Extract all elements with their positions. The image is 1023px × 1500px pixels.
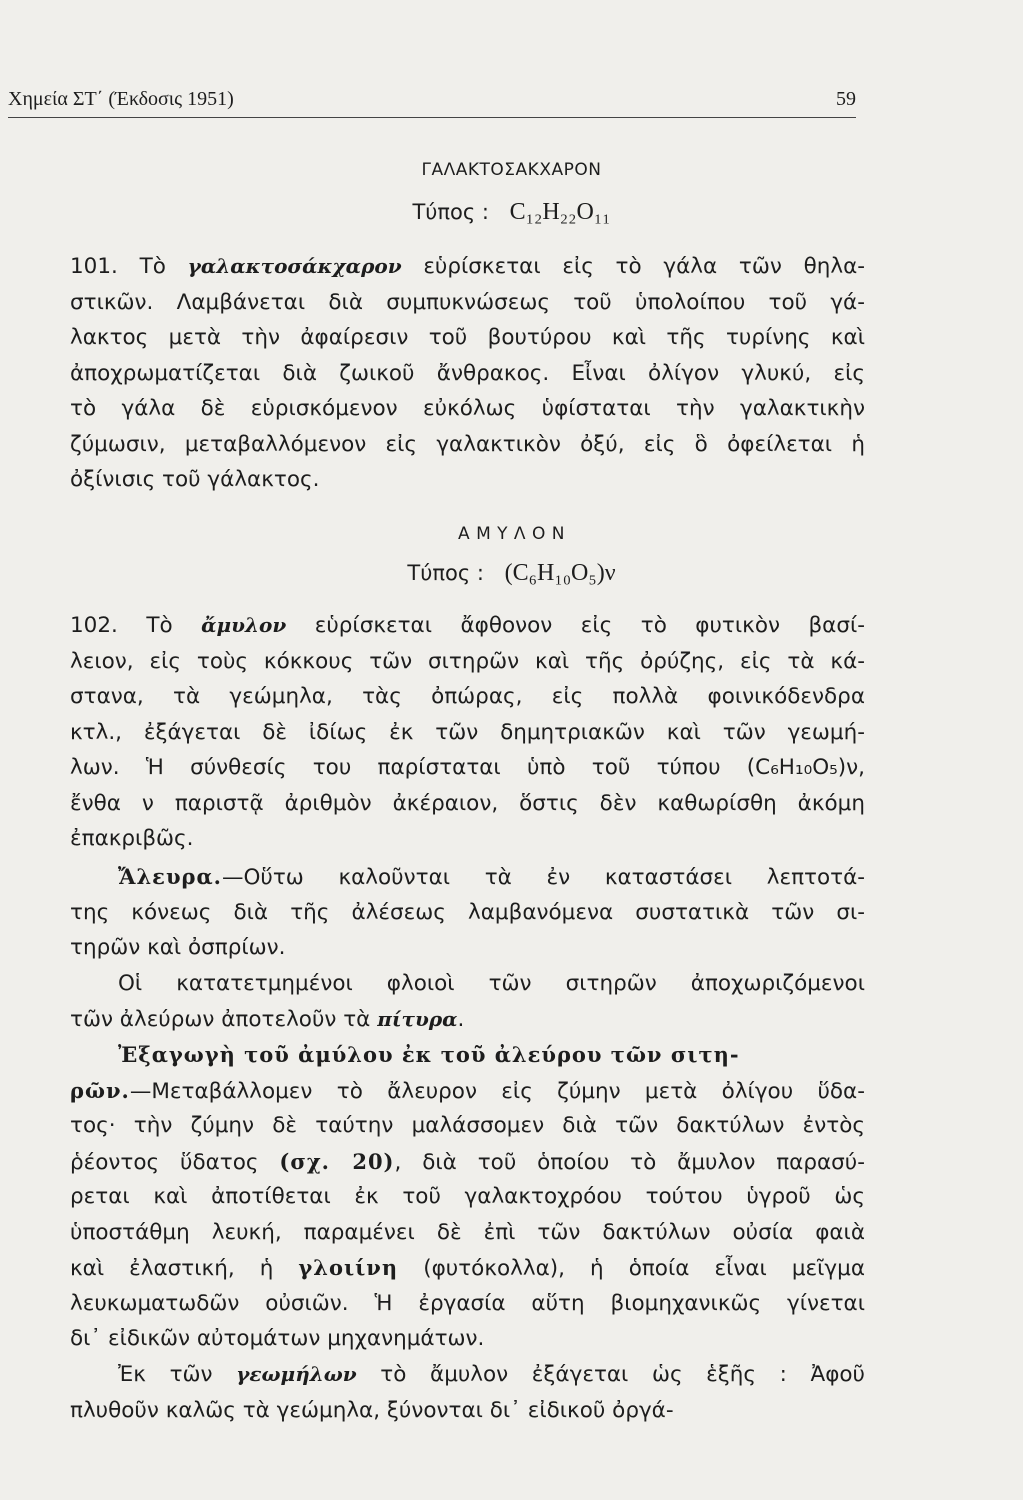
text-run: ὀξίνισις τοῦ γάλακτος.	[70, 467, 320, 492]
emphasized-term: γαλακτοσάκχαρον	[187, 254, 402, 278]
text-run: λευκωματωδῶν οὐσιῶν. Ἡ ἐργασία αὕτη βιομηχανικῶς γίνεται	[70, 1290, 865, 1316]
text-run: ἐπακριβῶς.	[70, 826, 194, 851]
text-run: ῥέοντος ὕδατος	[70, 1149, 280, 1175]
text-line	[70, 1321, 865, 1357]
text-line	[70, 1073, 865, 1109]
emphasized-term: πίτυρα	[377, 1006, 458, 1031]
emphasized-term: γλοιίνη	[298, 1255, 399, 1280]
chemical-formula: C₁₂H₂₂O₁₁	[509, 199, 611, 225]
text-line	[70, 320, 865, 356]
text-run: Οἱ κατατετμημένοι φλοιοὶ τῶν σιτηρῶν ἀποχωριζόμενοι	[118, 971, 865, 996]
text-line	[70, 644, 865, 680]
emphasized-term: ἄμυλον	[201, 613, 287, 637]
emphasized-term: Ἐξαγωγὴ τοῦ ἀμύλου ἐκ τοῦ ἀλεύρου τῶν σιτη-	[118, 1042, 740, 1067]
running-header	[8, 88, 856, 118]
text-line	[70, 1393, 865, 1429]
text-run: της κόνεως διὰ τῆς ἀλέσεως λαμβανόμενα συστατικὰ τῶν σι-	[70, 899, 865, 925]
text-line	[70, 1108, 865, 1144]
text-line	[70, 249, 865, 285]
text-line	[70, 895, 865, 931]
text-line	[70, 715, 865, 751]
text-line	[70, 1250, 865, 1286]
paragraph-geomila	[70, 1357, 865, 1428]
emphasized-term: ρῶν.	[70, 1077, 130, 1103]
text-run: πλυθοῦν καλῶς τὰ γεώμηλα, ξύνονται δι᾽ εἰδικοῦ ὀργά-	[70, 1397, 674, 1423]
text-run: λειον, εἰς τοὺς κόκκους τῶν σιτηρῶν καὶ τῆς ὀρύζης, εἰς τὰ κά-	[70, 648, 865, 674]
text-run: ζύμωσιν, μεταβαλλόμενον εἰς γαλακτικὸν ὀξύ, εἰς ὃ ὀφείλεται ἡ	[70, 431, 865, 457]
text-run: εὑρίσκεται ἄφθονον εἰς τὸ φυτικὸν βασί-	[286, 613, 866, 638]
formula-amylon	[0, 560, 1023, 587]
text-line	[70, 1002, 865, 1038]
text-run: εὑρίσκεται εἰς τὸ γάλα τῶν θηλα-	[401, 254, 866, 279]
text-run: λων. Ἡ σύνθεσίς του παρίσταται ὑπὸ τοῦ τύπου (C₆H₁₀O₅)ν,	[70, 755, 865, 780]
text-run: κτλ., ἐξάγεται δὲ ἰδίως ἐκ τῶν δημητριακῶν καὶ τῶν γεωμή-	[70, 719, 865, 745]
text-line	[70, 859, 865, 895]
text-run: τὸ ἄμυλον ἐξάγεται ὡς ἑξῆς : Ἀφοῦ	[356, 1362, 865, 1387]
formula-galaktosakcharon	[0, 199, 1023, 226]
text-run: 101. Τὸ	[70, 254, 188, 279]
text-run: καὶ ἐλαστική, ἡ	[70, 1256, 299, 1281]
text-run: τὸ γάλα δὲ εὑρισκόμενον εὐκόλως ὑφίσταται τὴν γαλακτικὴν	[70, 396, 865, 421]
text-line	[70, 821, 865, 857]
text-run: στανα, τὰ γεώμηλα, τὰς ὀπώρας, εἰς πολλὰ φοινικόδενδρα	[70, 684, 865, 709]
text-run: λακτος μετὰ τὴν ἀφαίρεσιν τοῦ βουτύρου καὶ τῆς τυρίνης καὶ	[70, 325, 865, 350]
text-run: , διὰ τοῦ ὁποίου τὸ ἄμυλον παρασύ-	[394, 1149, 865, 1175]
chemical-formula: (C₆H₁₀O₅)ν	[504, 560, 616, 586]
text-run: ἀποχρωματίζεται διὰ ζωικοῦ ἄνθρακος. Εἶναι ὀλίγον γλυκύ, εἰς	[70, 360, 865, 386]
text-line	[70, 679, 865, 715]
emphasized-term: (σχ. 20)	[279, 1148, 395, 1174]
running-title: Χημεία ΣΤ΄ (Έκδοσις 1951)	[8, 88, 234, 110]
section-heading-amylon: Α Μ Υ Λ Ο Ν	[458, 524, 565, 544]
paragraph-aleura	[70, 859, 865, 966]
text-run: στικῶν. Λαμβάνεται διὰ συμπυκνώσεως τοῦ ὑπολοίπου τοῦ γά-	[70, 289, 865, 315]
formula-label: Τύπος :	[407, 561, 484, 585]
emphasized-term: γεωμήλων	[236, 1362, 357, 1386]
paragraph-exagogi-amylou	[70, 1037, 865, 1357]
text-run: ὑποστάθμη λευκή, παραμένει δὲ ἐπὶ τῶν δακτύλων οὐσία φαιὰ	[70, 1219, 865, 1245]
paragraph-101	[70, 249, 865, 498]
text-line	[70, 427, 865, 463]
text-run: ρεται καὶ ἀποτίθεται ἐκ τοῦ γαλακτοχρόου τούτου ὑγροῦ ὡς	[70, 1184, 865, 1209]
text-run: δι᾽ εἰδικῶν αὐτομάτων μηχανημάτων.	[70, 1326, 485, 1351]
text-line	[70, 1286, 865, 1322]
section-heading-galaktosakcharon: ΓΑΛΑΚΤΟΣΑΚΧΑΡΟΝ	[421, 160, 602, 180]
text-line	[70, 1357, 865, 1393]
text-run: τῶν ἀλεύρων ἀποτελοῦν τὰ	[70, 1006, 378, 1032]
text-line	[70, 1179, 865, 1215]
text-line	[70, 1037, 865, 1073]
text-line	[70, 1144, 865, 1180]
paragraph-102	[70, 608, 865, 857]
text-run: .	[457, 1006, 465, 1032]
text-line	[70, 1215, 865, 1251]
text-run: Ἐκ τῶν	[118, 1362, 237, 1387]
text-line	[70, 285, 865, 321]
text-line	[70, 462, 865, 498]
text-run: 102. Τὸ	[70, 613, 202, 638]
text-line	[70, 786, 865, 822]
text-run: τος· τὴν ζύμην δὲ ταύτην μαλάσσομεν διὰ τῶν δακτύλων ἐντὸς	[70, 1113, 865, 1138]
paragraph-pitura	[70, 966, 865, 1037]
text-run: —Οὕτω καλοῦνται τὰ ἐν καταστάσει λεπτοτά-	[221, 865, 865, 890]
text-line	[70, 930, 865, 966]
text-line	[70, 966, 865, 1002]
text-run: τηρῶν καὶ ὀσπρίων.	[70, 935, 286, 960]
formula-label: Τύπος :	[412, 200, 489, 224]
text-line	[70, 356, 865, 392]
text-run: (φυτόκολλα), ἡ ὁποία εἶναι μεῖγμα	[398, 1256, 865, 1281]
page-number: 59	[836, 88, 856, 110]
text-line	[70, 750, 865, 786]
text-line	[70, 391, 865, 427]
emphasized-term: Ἄλευρα.	[118, 864, 222, 889]
text-line	[70, 608, 865, 644]
text-run: —Μεταβάλλομεν τὸ ἄλευρον εἰς ζύμην μετὰ ὀλίγου ὕδα-	[129, 1078, 865, 1104]
text-run: ἔνθα ν παριστᾷ ἀριθμὸν ἀκέραιον, ὅστις δὲν καθωρίσθη ἀκόμη	[70, 790, 865, 816]
